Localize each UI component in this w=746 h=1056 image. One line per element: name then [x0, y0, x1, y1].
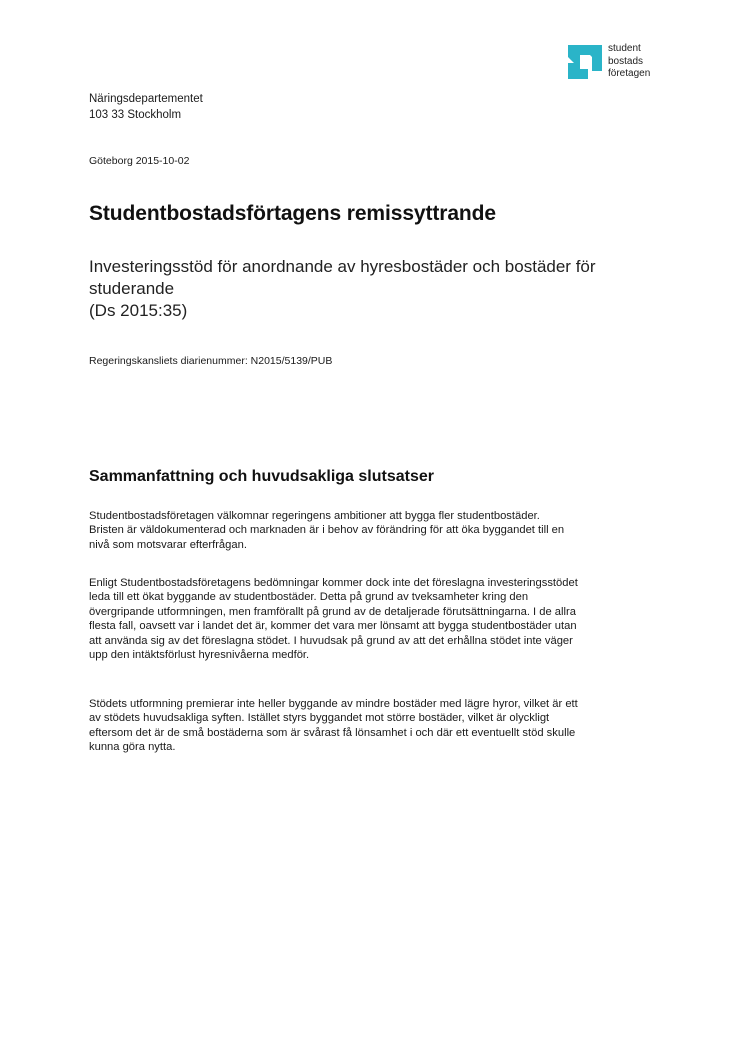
document-title: Studentbostadsförtagens remissyttrande — [89, 202, 496, 225]
section-heading: Sammanfattning och huvudsakliga slutsatser — [89, 468, 434, 485]
text-line: eftersom det är de små bostäderna som är svårast få lönsamhet i och där ett eventuellt stöd skulle — [89, 726, 576, 739]
logo-line: student — [608, 43, 641, 54]
text-line: övergripande utformningen, men framförallt på grund av de detaljerade förutsättningarna. I de allra — [89, 605, 576, 618]
text-line: leda till ett ökat byggande av studentbostäder. Detta på grund av tveksamheter kring den — [89, 591, 529, 604]
paragraph — [89, 576, 674, 662]
text-line: kunna göra nytta. — [89, 741, 176, 754]
logo-line: företagen — [608, 68, 651, 79]
text-line: upp den intäktsförlust hyresnivåerna medför. — [89, 649, 310, 662]
place-date: Göteborg 2015-10-02 — [89, 155, 190, 167]
paragraph — [89, 697, 674, 755]
address-line: 103 33 Stockholm — [89, 108, 182, 121]
text-line: av stödets huvudsakliga syften. Istället styrs byggandet mot större bostäder, vilket är olyckligt — [89, 712, 550, 725]
reference-number: Regeringskansliets diarienummer: N2015/5139/PUB — [89, 355, 333, 367]
logo-line: bostads — [608, 55, 644, 67]
recipient-address — [89, 92, 203, 123]
text-line: Bristen är väldokumenterad och marknaden är i behov av förändring för att öka byggandet till en — [89, 524, 565, 537]
logo-wordmark — [608, 43, 650, 81]
subtitle-line: Investeringsstöd för anordnande av hyresbostäder och bostäder för — [89, 257, 596, 276]
address-line: Näringsdepartementet — [89, 93, 203, 105]
paragraph — [89, 509, 674, 552]
text-line: att använda sig av det föreslagna stödet. I huvudsak på grund av att det erhållna stödet inte väger — [89, 634, 573, 647]
document-subtitle — [89, 256, 669, 322]
text-line: Studentbostadsföretagen välkomnar regeringens ambitioner att bygga fler studentbostäder. — [89, 510, 540, 522]
text-line: nivå som motsvarar efterfrågan. — [89, 538, 247, 551]
subtitle-line: (Ds 2015:35) — [89, 301, 188, 320]
text-line: Stödets utformning premierar inte heller byggande av mindre bostäder med lägre hyror, vilket är ett — [89, 698, 578, 710]
text-line: Enligt Studentbostadsföretagens bedömningar kommer dock inte det föreslagna investeringsstödet — [89, 577, 578, 589]
text-line: flesta fall, oavsett var i landet det är, kommer det vara mer lönsamt att bygga studentbostäder utan — [89, 620, 577, 633]
logo — [566, 43, 676, 87]
logo-arrow-icon — [566, 43, 604, 81]
subtitle-line: studerande — [89, 279, 175, 298]
